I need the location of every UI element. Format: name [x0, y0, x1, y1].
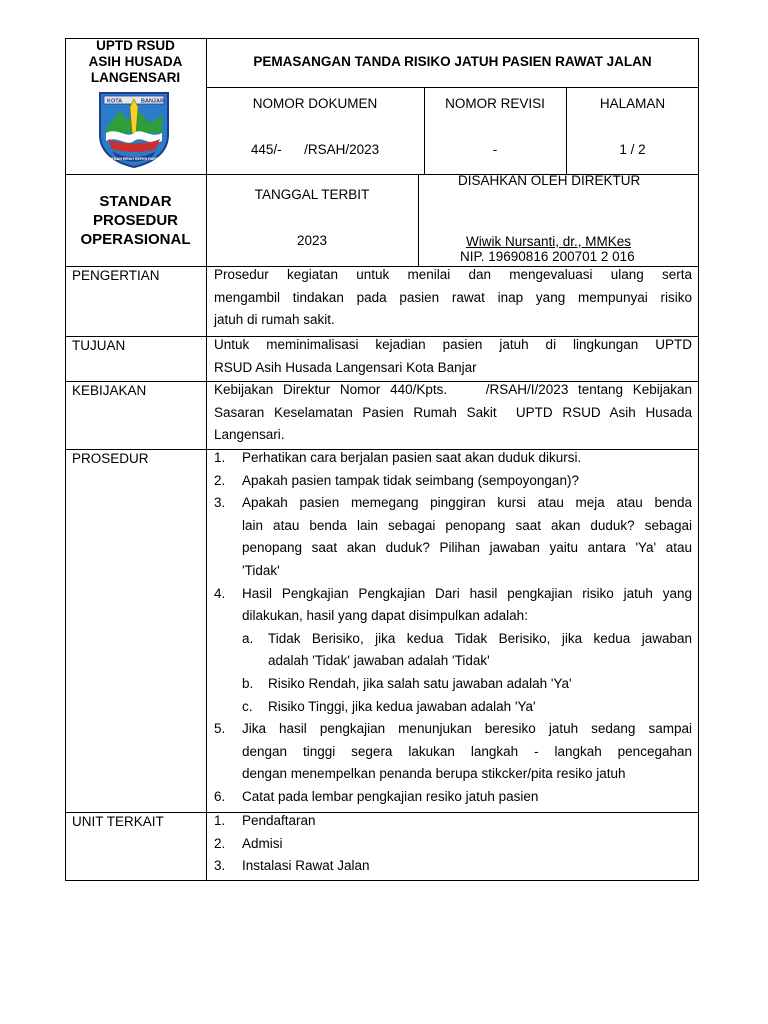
kebijakan-line-1: Kebijakan Direktur Nomor 440/Kpts. /RSAH/I/2023 tentang Kebijakan [214, 382, 692, 397]
kebijakan-line-3: Langensari. [214, 427, 285, 443]
sop-label-line-2: PROSEDUR [92, 212, 178, 229]
section-label-tujuan: TUJUAN [72, 338, 126, 353]
section-label-prosedur: PROSEDUR [72, 451, 149, 466]
pengertian-line-2: mengambil tindakan pada pasien rawat inap yang mempunyai risiko [214, 289, 692, 305]
substep-text-line: Risiko Tinggi, jika kedua jawaban adalah 'Ya' [268, 698, 536, 714]
doc-number-label: NOMOR DOKUMEN [252, 96, 378, 111]
institution-line-3: LANGENSARI [90, 70, 181, 85]
prosedur-substep-b [214, 673, 692, 696]
step-text-line: Jika hasil pengkajian menunjukan beresiko jatuh sedang sampai [242, 721, 692, 737]
step-text-line: dilakukan, hasil yang dapat disimpulkan adalah: [242, 608, 528, 624]
step-number: 5. [214, 721, 226, 737]
prosedur-step-5 [214, 718, 692, 786]
divider-vertical-left [206, 38, 207, 881]
step-number: 4. [214, 585, 226, 601]
sop-label-line-1: STANDAR [99, 193, 172, 210]
unit-item-3 [214, 855, 692, 878]
institution-line-1: UPTD RSUD [96, 38, 175, 53]
revision-value: - [492, 142, 498, 157]
logo-text-kota: KOTA [107, 98, 123, 105]
step-number: 2. [214, 472, 226, 488]
unit-item-1 [214, 810, 692, 833]
issue-date-label: TANGGAL TERBIT [254, 187, 370, 202]
kota-banjar-logo [96, 89, 172, 169]
director-name: Wiwik Nursanti, dr., MMKes [466, 234, 632, 249]
divider-header-title-bottom [206, 87, 699, 88]
step-text-line: Apakah pasien memegang pinggiran kursi atau meja atau benda [242, 495, 692, 511]
step-text-line: dengan menempelkan penanda berupa stikcker/pita resiko jatuh [242, 766, 626, 782]
director-nip: NIP. 19690816 200701 2 016 [460, 249, 635, 264]
substep-letter: a. [242, 630, 254, 646]
tujuan-line-2: RSUD Asih Husada Langensari Kota Banjar [214, 359, 477, 375]
prosedur-substep-c [214, 696, 692, 719]
logo-text-motto: GEMAH RIPAH REPEH RAPIH [108, 157, 160, 161]
step-number: 1. [214, 450, 226, 465]
prosedur-step-4 [214, 583, 692, 628]
prosedur-substep-a [214, 628, 692, 673]
section-label-pengertian: PENGERTIAN [72, 268, 160, 283]
approved-label: DISAHKAN OLEH DIREKTUR [458, 173, 641, 188]
step-text-line: lain atau benda lain sebagai penopang saat akan duduk? sebagai [242, 517, 692, 533]
step-text-line: Hasil Pengkajian Pengkajian Dari hasil pengkajian risiko jatuh yang [242, 585, 692, 601]
section-label-unit-terkait: UNIT TERKAIT [72, 814, 164, 829]
step-number: 3. [214, 495, 226, 511]
step-text: Catat pada lembar pengkajian resiko jatuh pasien [242, 788, 539, 804]
institution-line-2: ASIH HUSADA [88, 54, 183, 69]
step-text-line: 'Tidak' [242, 562, 280, 578]
section-label-kebijakan: KEBIJAKAN [72, 383, 147, 398]
kebijakan-line-2: Sasaran Keselamatan Pasien Rumah Sakit UPTD RSUD Asih Husada [214, 404, 692, 420]
pengertian-line-1: Prosedur kegiatan untuk menilai dan mengevaluasi ulang serta [214, 267, 692, 282]
prosedur-list [214, 447, 692, 809]
prosedur-step-1 [214, 447, 692, 470]
document-title: PEMASANGAN TANDA RISIKO JATUH PASIEN RAWAT JALAN [253, 54, 652, 69]
step-text: Apakah pasien tampak tidak seimbang (sempoyongan)? [242, 472, 579, 488]
pengertian-text [214, 264, 692, 332]
substep-text-line: Risiko Rendah, jika salah satu jawaban adalah 'Ya' [268, 675, 572, 691]
page-value: 1 / 2 [619, 142, 646, 157]
step-text: Perhatikan cara berjalan pasien saat akan duduk dikursi. [242, 450, 582, 465]
unit-text: Pendaftaran [242, 813, 316, 828]
sop-label-line-3: OPERASIONAL [80, 231, 191, 248]
substep-text-line: Tidak Berisiko, jika kedua Tidak Berisiko, jika kedua jawaban [268, 630, 692, 646]
unit-item-2 [214, 833, 692, 856]
unit-number: 1. [214, 813, 226, 828]
logo-text-banjar: BANJAR [141, 98, 164, 105]
unit-number: 3. [214, 858, 226, 874]
substep-letter: c. [242, 698, 253, 714]
unit-text: Instalasi Rawat Jalan [242, 858, 370, 874]
doc-number-value: 445/- /RSAH/2023 [250, 142, 380, 157]
unit-number: 2. [214, 835, 226, 851]
substep-letter: b. [242, 675, 254, 691]
unit-terkait-list [214, 810, 692, 878]
pengertian-line-3: jatuh di rumah sakit. [214, 312, 335, 328]
tujuan-line-1: Untuk meminimalisasi kejadian pasien jatuh di lingkungan UPTD [214, 337, 692, 352]
unit-text: Admisi [242, 835, 283, 851]
prosedur-step-2 [214, 470, 692, 493]
prosedur-step-6 [214, 786, 692, 809]
step-number: 6. [214, 788, 226, 804]
divider-vertical-approval-left [418, 174, 419, 266]
step-text-line: dengan tinggi segera lakukan langkah - langkah pencegahan [242, 743, 692, 759]
tujuan-text [214, 334, 692, 379]
page-label: HALAMAN [599, 96, 666, 111]
issue-date-value: 2023 [296, 233, 328, 248]
prosedur-step-3 [214, 492, 692, 582]
substep-text-line: adalah 'Tidak' jawaban adalah 'Tidak' [268, 653, 490, 669]
step-text-line: penopang saat akan duduk? Pilihan jawaban yaitu antara 'Ya' atau [242, 540, 692, 556]
kebijakan-text [214, 379, 692, 447]
revision-label: NOMOR REVISI [445, 96, 545, 111]
